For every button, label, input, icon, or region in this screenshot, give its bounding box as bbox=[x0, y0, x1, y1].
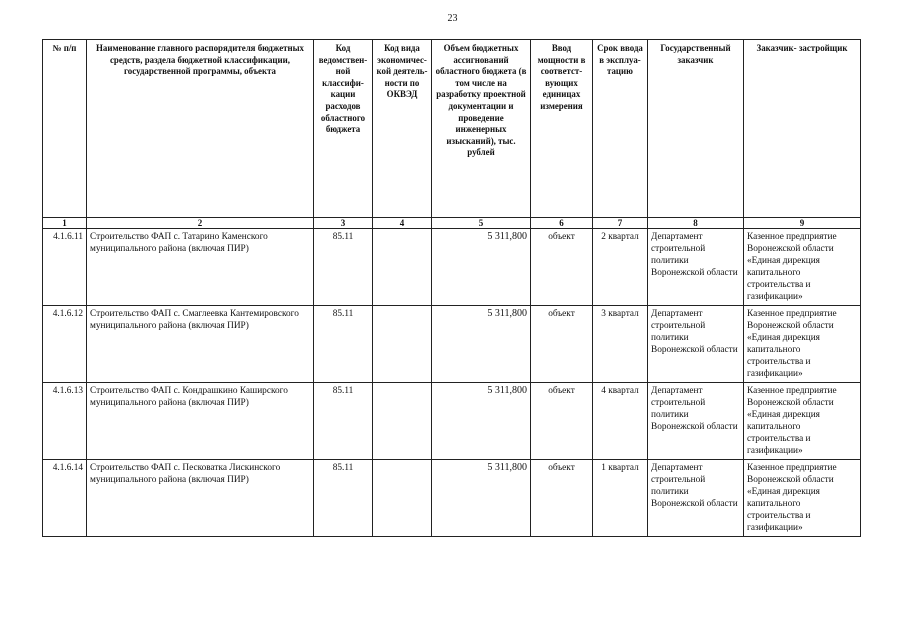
commissioning-term: 4 квартал bbox=[593, 383, 648, 460]
commissioning-term: 1 квартал bbox=[593, 460, 648, 537]
header-cell-customer: Государственный заказчик bbox=[648, 40, 744, 218]
header-cell-name: Наименование главного распорядителя бюджетных средств, раздела бюджетной классификации, государственной программы, объекта bbox=[87, 40, 314, 218]
capacity-unit: объект bbox=[531, 383, 593, 460]
table-row bbox=[43, 306, 861, 383]
object-name: Строительство ФАП с. Кондрашкино Каширского муниципального района (включая ПИР) bbox=[87, 383, 314, 460]
capacity-unit: объект bbox=[531, 460, 593, 537]
row-number: 4.1.6.14 bbox=[43, 460, 87, 537]
budget-code: 85.11 bbox=[314, 383, 373, 460]
table-row bbox=[43, 460, 861, 537]
commissioning-term: 3 квартал bbox=[593, 306, 648, 383]
customer-developer: Казенное предприятие Воронежской области «Единая дирекция капитального строительства и газификации» bbox=[744, 306, 861, 383]
row-number: 4.1.6.13 bbox=[43, 383, 87, 460]
header-cell-amount: Объем бюджетных ассигнований областного бюджета (в том числе на разработку проектной документации и проведение инженерных изысканий), тыс. рублей bbox=[432, 40, 531, 218]
capacity-unit: объект bbox=[531, 229, 593, 306]
budget-amount: 5 311,800 bbox=[432, 229, 531, 306]
table-row bbox=[43, 229, 861, 306]
budget-code: 85.11 bbox=[314, 306, 373, 383]
okved-code bbox=[373, 229, 432, 306]
column-number: 8 bbox=[648, 218, 744, 229]
header-row bbox=[43, 40, 861, 218]
budget-amount: 5 311,800 bbox=[432, 460, 531, 537]
state-customer: Департамент строительной политики Воронежской области bbox=[648, 229, 744, 306]
column-number: 4 bbox=[373, 218, 432, 229]
column-number: 5 bbox=[432, 218, 531, 229]
commissioning-term: 2 квартал bbox=[593, 229, 648, 306]
budget-amount: 5 311,800 bbox=[432, 306, 531, 383]
customer-developer: Казенное предприятие Воронежской области «Единая дирекция капитального строительства и газификации» bbox=[744, 229, 861, 306]
state-customer: Департамент строительной политики Воронежской области bbox=[648, 460, 744, 537]
state-customer: Департамент строительной политики Воронежской области bbox=[648, 306, 744, 383]
header-cell-developer: Заказчик- застройщик bbox=[744, 40, 861, 218]
okved-code bbox=[373, 460, 432, 537]
okved-code bbox=[373, 383, 432, 460]
row-number: 4.1.6.11 bbox=[43, 229, 87, 306]
header-cell-no: № п/п bbox=[43, 40, 87, 218]
row-number: 4.1.6.12 bbox=[43, 306, 87, 383]
budget-code: 85.11 bbox=[314, 460, 373, 537]
column-number-row bbox=[43, 218, 861, 229]
page-number: 23 bbox=[447, 13, 458, 24]
header-cell-term: Срок ввода в эксплуа- тацию bbox=[593, 40, 648, 218]
header-cell-unit: Ввод мощности в соответст- вующих единицах измерения bbox=[531, 40, 593, 218]
capacity-unit: объект bbox=[531, 306, 593, 383]
column-number: 1 bbox=[43, 218, 87, 229]
column-number: 3 bbox=[314, 218, 373, 229]
investment-table bbox=[42, 39, 861, 537]
object-name: Строительство ФАП с. Песковатка Лискинского муниципального района (включая ПИР) bbox=[87, 460, 314, 537]
customer-developer: Казенное предприятие Воронежской области «Единая дирекция капитального строительства и газификации» bbox=[744, 383, 861, 460]
customer-developer: Казенное предприятие Воронежской области «Единая дирекция капитального строительства и газификации» bbox=[744, 460, 861, 537]
column-number: 6 bbox=[531, 218, 593, 229]
header-cell-budget-code: Код ведомствен- ной классифи- кации расходов областного бюджета bbox=[314, 40, 373, 218]
column-number: 2 bbox=[87, 218, 314, 229]
object-name: Строительство ФАП с. Смаглеевка Кантемировского муниципального района (включая ПИР) bbox=[87, 306, 314, 383]
budget-amount: 5 311,800 bbox=[432, 383, 531, 460]
table-row bbox=[43, 383, 861, 460]
object-name: Строительство ФАП с. Татарино Каменского муниципального района (включая ПИР) bbox=[87, 229, 314, 306]
column-number: 7 bbox=[593, 218, 648, 229]
column-number: 9 bbox=[744, 218, 861, 229]
okved-code bbox=[373, 306, 432, 383]
header-cell-okved: Код вида экономичес- кой деятель- ности по ОКВЭД bbox=[373, 40, 432, 218]
state-customer: Департамент строительной политики Воронежской области bbox=[648, 383, 744, 460]
budget-code: 85.11 bbox=[314, 229, 373, 306]
